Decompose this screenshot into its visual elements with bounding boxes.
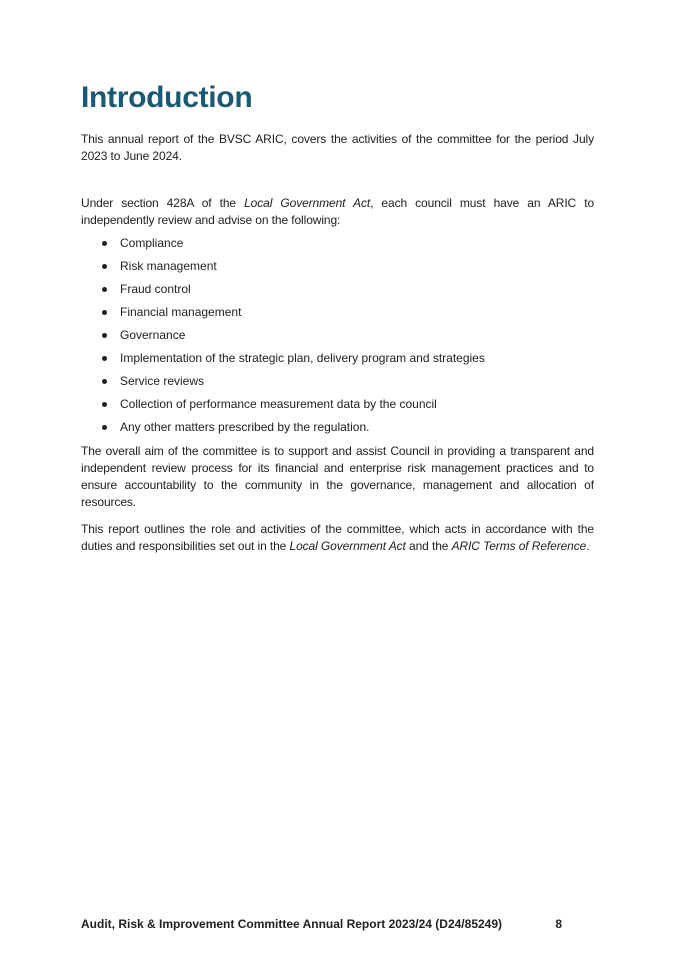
italic-text-run: ARIC Terms of Reference: [451, 539, 587, 553]
text-run: .: [586, 539, 590, 553]
text-run: and the: [405, 539, 452, 553]
bullet-dot-icon: [102, 379, 107, 384]
bullet-list-item: [81, 281, 594, 298]
bullet-item-label: Collection of performance measurement data by the council: [120, 397, 437, 411]
page-title: Introduction: [81, 81, 253, 114]
footer-page-number: 8: [555, 917, 562, 931]
bullet-item-label: Governance: [120, 328, 186, 342]
bullet-item-label: Fraud control: [120, 282, 191, 296]
paragraph: [81, 131, 594, 165]
bullet-list: [81, 235, 594, 436]
bullet-list-item: [81, 396, 594, 413]
page-content: [81, 0, 594, 555]
text-run: This report outlines the role and activities of the committee, which acts in accordance with the duties and responsibilities set out in the: [81, 522, 594, 553]
bullet-list-item: [81, 373, 594, 390]
footer-document-title: Audit, Risk & Improvement Committee Annual Report 2023/24 (D24/85249): [81, 917, 503, 931]
bullet-list-item: [81, 327, 594, 344]
italic-text-run: Local Government Act: [289, 539, 406, 553]
bullet-dot-icon: [102, 333, 107, 338]
italic-text-run: Local Government Act: [244, 196, 371, 210]
bullet-item-label: Any other matters prescribed by the regulation.: [120, 420, 370, 434]
bullet-dot-icon: [102, 356, 107, 361]
bullet-list-item: [81, 419, 594, 436]
bullet-dot-icon: [102, 264, 107, 269]
bullet-item-label: Financial management: [120, 305, 242, 319]
bullet-item-label: Implementation of the strategic plan, delivery program and strategies: [120, 351, 485, 365]
bullet-dot-icon: [102, 287, 107, 292]
bullet-dot-icon: [102, 425, 107, 430]
bullet-item-label: Service reviews: [120, 374, 205, 388]
bullet-list-item: [81, 350, 594, 367]
paragraph: [81, 521, 594, 555]
page-footer: [81, 917, 594, 932]
bullet-list-item: [81, 235, 594, 252]
text-run: The overall aim of the committee is to support and assist Council in providing a transparent and independent review process for its financial and enterprise risk management practices and to ensure accountability to the community in the governance, management and allocation of resources.: [81, 444, 594, 509]
closing-paragraphs: [81, 443, 594, 555]
text-run: Under section 428A of the: [81, 196, 245, 210]
bullet-list-item: [81, 304, 594, 321]
bullet-item-label: Risk management: [120, 259, 217, 273]
paragraph: [81, 443, 594, 511]
bullet-list-item: [81, 258, 594, 275]
text-run: This annual report of the BVSC ARIC, covers the activities of the committee for the period July 2023 to June 2024.: [81, 132, 594, 163]
bullet-dot-icon: [102, 402, 107, 407]
text-run: , each council must have an ARIC to independently review and advise on the following:: [81, 196, 595, 227]
bullet-dot-icon: [102, 241, 107, 246]
bullet-dot-icon: [102, 310, 107, 315]
paragraph: [81, 195, 594, 229]
intro-paragraphs: [81, 131, 594, 229]
bullet-item-label: Compliance: [120, 236, 184, 250]
